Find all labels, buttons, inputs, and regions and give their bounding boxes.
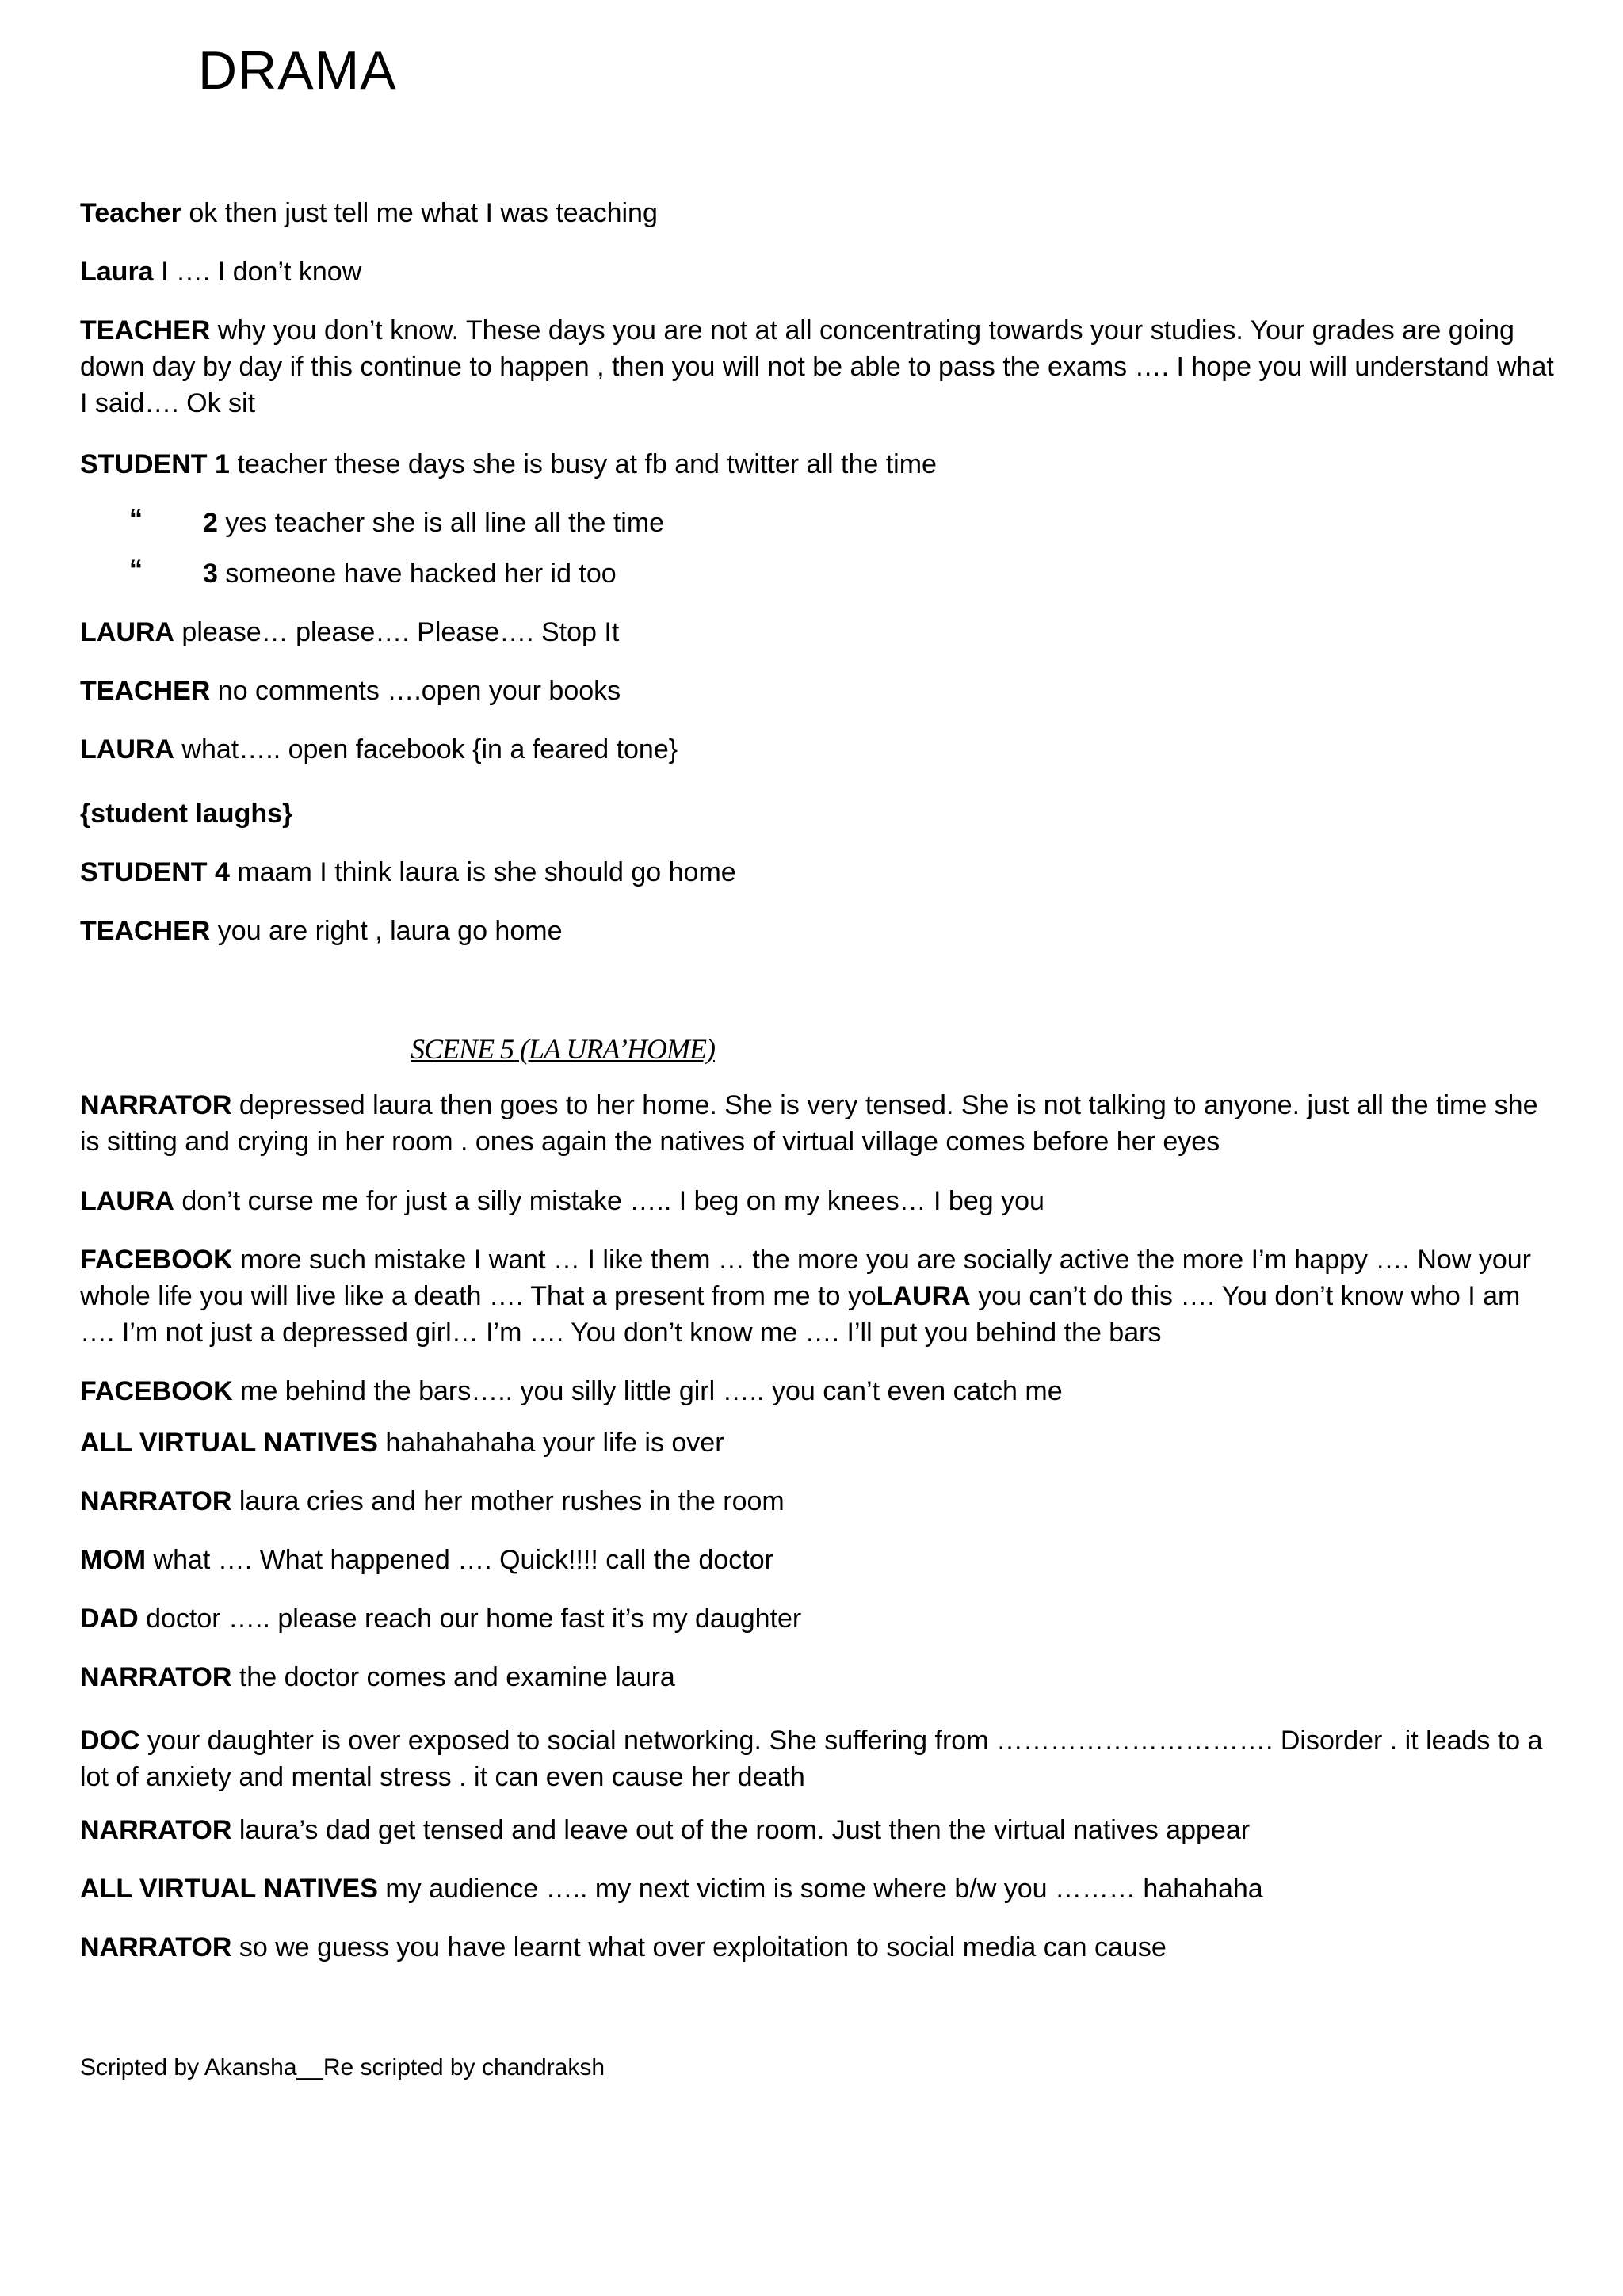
dialogue-text: yes teacher she is all line all the time (217, 508, 665, 538)
dialogue-line (80, 1929, 1554, 1966)
dialogue-text: what …. What happened …. Quick!!!! call the doctor (146, 1545, 773, 1575)
speaker-name: Teacher (80, 198, 181, 228)
dialogue-line (80, 195, 1554, 231)
speaker-name: DAD (80, 1604, 139, 1634)
speaker-name: FACEBOOK (80, 1245, 233, 1275)
speaker-name: NARRATOR (80, 1486, 232, 1516)
speaker-name: ALL VIRTUAL NATIVES (80, 1428, 378, 1458)
speaker-number: 3 (203, 559, 218, 589)
dialogue-line (80, 1183, 1554, 1219)
dialogue-line (80, 1542, 1554, 1578)
scene-heading: SCENE 5 (LA URA’HOME) (411, 1033, 715, 1065)
speaker-name: DOC (80, 1726, 140, 1756)
ditto-mark: “ (129, 555, 143, 585)
dialogue-text: laura cries and her mother rushes in the room (231, 1486, 785, 1516)
dialogue-line (80, 1722, 1554, 1795)
dialogue-line (80, 312, 1554, 421)
dialogue-text: what….. open facebook {in a feared tone} (174, 734, 678, 765)
dialogue-line (80, 1659, 1554, 1695)
dialogue-line (80, 1373, 1554, 1409)
dialogue-text: ok then just tell me what I was teaching (181, 198, 658, 228)
dialogue-line (203, 505, 664, 541)
dialogue-text: my audience ….. my next victim is some where b/w you ……… hahahaha (377, 1874, 1263, 1904)
speaker-name: MOM (80, 1545, 147, 1575)
dialogue-text: please… please…. Please…. Stop It (174, 617, 620, 647)
speaker-name: LAURA (80, 734, 174, 765)
dialogue-text: don’t curse me for just a silly mistake ….. I beg on my knees… I beg you (174, 1186, 1044, 1216)
dialogue-text: someone have hacked her id too (217, 559, 617, 589)
dialogue-text: the doctor comes and examine laura (231, 1662, 675, 1692)
dialogue-line (80, 673, 1554, 709)
dialogue-line (80, 1483, 1554, 1520)
dialogue-line (80, 614, 1554, 650)
dialogue-text: why you don’t know. These days you are not at all concentrating towards your studies. Your grades are going down day by day if this continue to happen , then you will not be able to pass the exams …. I hope you will understand what I said…. Ok sit (80, 315, 1554, 418)
speaker-number: 2 (203, 508, 218, 538)
dialogue-line (203, 555, 617, 592)
script-credits: Scripted by Akansha__Re scripted by chandraksh (80, 2054, 605, 2081)
dialogue-text: you can’t do this …. You don’t know who I am …. I’m not just a depressed girl… I’m …. You don’t know me …. I’ll put you behind the bars (80, 1281, 1521, 1348)
dialogue-text: so we guess you have learnt what over exploitation to social media can cause (231, 1932, 1167, 1962)
speaker-name: ALL VIRTUAL NATIVES (80, 1874, 378, 1904)
dialogue-text: doctor ….. please reach our home fast it’s my daughter (138, 1604, 802, 1634)
speaker-name: STUDENT 4 (80, 857, 230, 887)
dialogue-text: I …. I don’t know (153, 257, 362, 287)
page-title: DRAMA (198, 40, 397, 101)
speaker-name: Laura (80, 257, 154, 287)
speaker-name: TEACHER (80, 315, 211, 345)
ditto-mark: “ (129, 504, 143, 534)
dialogue-line (80, 446, 1554, 482)
dialogue-text: teacher these days she is busy at fb and twitter all the time (229, 449, 937, 479)
dialogue-text: hahahahaha your life is over (377, 1428, 724, 1458)
dialogue-line (80, 854, 1554, 891)
speaker-name: NARRATOR (80, 1815, 232, 1845)
speaker-name: FACEBOOK (80, 1376, 233, 1406)
dialogue-text: more such mistake I want … I like them … the more you are socially active the more I’m happy …. Now your whole life you will live like a death …. That a present from me to yo (80, 1245, 1531, 1311)
speaker-name: TEACHER (80, 676, 211, 706)
dialogue-text: me behind the bars….. you silly little girl ….. you can’t even catch me (232, 1376, 1063, 1406)
speaker-name: NARRATOR (80, 1090, 232, 1120)
dialogue-text: maam I think laura is she should go home (229, 857, 736, 887)
dialogue-line (80, 731, 1554, 768)
dialogue-text: you are right , laura go home (210, 916, 563, 946)
dialogue-text: your daughter is over exposed to social networking. She suffering from …………………………. Disorder . it leads to a lot of anxiety and mental stress . it can even cause her death (80, 1726, 1543, 1792)
dialogue-text: depressed laura then goes to her home. She is very tensed. She is not talking to anyone. just all the time she is sitting and crying in her room . ones again the natives of virtual village comes before her eyes (80, 1090, 1538, 1157)
speaker-name: LAURA (876, 1281, 971, 1311)
dialogue-line (80, 1812, 1554, 1848)
dialogue-line (80, 1871, 1554, 1907)
speaker-name: LAURA (80, 1186, 174, 1216)
dialogue-line (80, 1087, 1554, 1160)
dialogue-line (80, 1241, 1554, 1351)
dialogue-line (80, 254, 1554, 290)
dialogue-line (80, 1425, 1554, 1461)
dialogue-text: no comments ….open your books (210, 676, 621, 706)
stage-direction (80, 795, 1554, 832)
speaker-name: NARRATOR (80, 1662, 232, 1692)
speaker-name: TEACHER (80, 916, 211, 946)
speaker-name: NARRATOR (80, 1932, 232, 1962)
dialogue-line (80, 1600, 1554, 1637)
dialogue-line (80, 913, 1554, 949)
stage-direction-text: {student laughs} (80, 799, 293, 829)
dialogue-text: laura’s dad get tensed and leave out of the room. Just then the virtual natives appear (231, 1815, 1251, 1845)
speaker-name: STUDENT 1 (80, 449, 230, 479)
speaker-name: LAURA (80, 617, 174, 647)
